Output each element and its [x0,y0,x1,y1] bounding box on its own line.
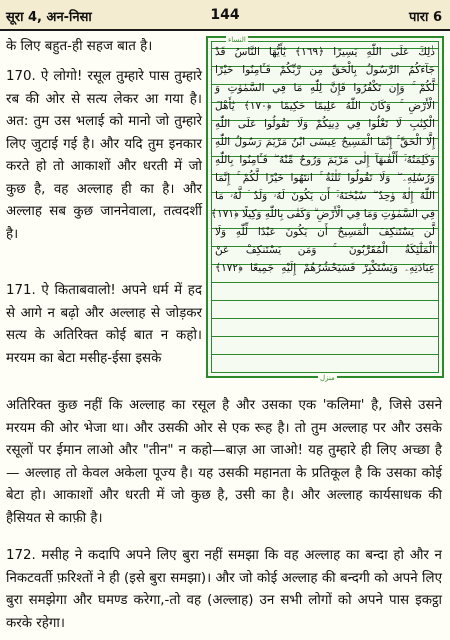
arabic-line: جَآءَكُمُ الرَّسُولُ بِالْحَقِّ مِن رَّبِّكُمْ فَـَٔامِنُوا خَيْرًا [215,64,435,76]
arabic-line: الْأَرْضِ ۚ وَكَانَ اللّٰهُ عَلِيمًا حَكِيمًا ﴿١٧٠﴾ يٰٓأَهْلَ [215,100,435,112]
arabic-line: اللّٰهُ إِلٰهٌ وٰحِدٌ ۖ سُبْحٰنَهُۥٓ أَن يَكُونَ لَهُۥ وَلَدٌ ۘ لَّهُۥ مَا [215,190,435,202]
arabic-line: إِلَّا الْحَقَّ ۚ إِنَّمَا الْمَسِيحُ عِيسَى ابْنُ مَرْيَمَ رَسُولُ اللّٰهِ [215,136,435,148]
arabic-line: ذٰلِكَ عَلَى اللّٰهِ يَسِيرًا ﴿١٦٩﴾ يٰٓأَيُّهَا النَّاسُ قَدْ [215,46,435,58]
arabic-line: الْمَلٰٓئِكَةُ الْمُقَرَّبُونَ ۚ وَمَن يَسْتَنكِفْ عَنْ [215,244,435,256]
page-number: 144 [210,7,240,23]
arabic-line: عِبَادَتِهِۦ وَيَسْتَكْبِرْ فَسَيَحْشُرُهُمْ إِلَيْهِ جَمِيعًا ﴿١٧٢﴾ [215,262,435,274]
verse-171-start: 171. ऐ किताबवालो! अपने धर्म में हद से आगे न बढ़ो और अल्लाह से जोड़कर सत्य के अतिरिक्त कोई बात न कहो। मरयम का बेटा मसीह-ईसा इसके [6,283,202,366]
arabic-line: فِي السَّمٰوٰتِ وَمَا فِي الْأَرْضِ ۗ وَكَفٰى بِاللّٰهِ وَكِيلًا ﴿١٧١﴾ [210,208,435,220]
arabic-line: وَرُسُلِهِۦ ۖ وَلَا تَقُولُوا ثَلٰثَةٌ ۚ انتَهُوا خَيْرًا لَّكُمْ ۚ إِنَّمَا [215,172,435,184]
arabic-line: الْكِتٰبِ لَا تَغْلُوا فِي دِينِكُمْ وَلَا تَقُولُوا عَلَى اللّٰهِ [215,118,435,130]
para-label: पारा 6 [408,10,442,25]
arabic-text-lines [211,41,439,373]
verse-170: 170. ऐ लोगो! रसूल तुम्हारे पास तुम्हारे रब की ओर से सत्य लेकर आ गया है। अत: तुम उस भलाई को मानो जो तुम्हारे लिए जुटाई गई है। और यदि तुम इनकार करते हो तो आकाशों और धरती में जो कुछ है, वह अल्लाह ही का है। और अल्लाह सब कुछ जाननेवाला, तत्वदर्शी है। [6,69,202,242]
verse-172: 172. मसीह ने कदापि अपने लिए बुरा नहीं समझा कि वह अल्लाह का बन्दा हो और न निकटवर्ती फ़रिश्तों ने ही (इसे बुरा समझा)। और जो कोई अल्लाह की बन्दगी को अपने लिए बुरा समझेगा और घमण्ड करेगा,-तो वह (अल्लाह) उन सभी लोगों को अपने पास इकट्ठा करके रहेगा। [6,548,442,631]
verse-171-continued: अतिरिक्त कुछ नहीं कि अल्लाह का रसूल है और उसका एक 'कलिमा' है, जिसे उसने मरयम की ओर भेजा था। और उसकी ओर से एक रूह है। तो तुम अल्लाह पर और उसके रसूलों पर ईमान लाओ और "तीन" न कहो—बाज़ आ जाओ! यह तुम्हारे ही लिए अच्छा है— अल्लाह तो केवल अकेला पूज्य है। यह उसकी महानता के प्रतिकूल है कि उसका कोई बेटा हो। आकाशों और धरती में जो कुछ है, उसी का है। और अल्लाह कार्यसाधक की हैसियत से काफ़ी है। [6,398,442,526]
arabic-line: وَكَلِمَتُهُۥٓ أَلْقٰىهَآ إِلٰى مَرْيَمَ وَرُوحٌ مِّنْهُ ۖ فَـَٔامِنُوا بِاللّٰهِ [215,154,435,166]
manzil-marker: منزل [320,374,335,382]
arabic-line: لَّن يَسْتَنكِفَ الْمَسِيحُ أَن يَكُونَ عَبْدًا لِّلّٰهِ وَلَا [215,226,435,238]
surah-marker: النساء [228,36,246,44]
arabic-text-panel [206,36,444,382]
verse-169-end: के लिए बहुत-ही सहज बात है। [6,39,153,54]
surah-title: सूरा 4, अन-निसा [6,10,92,25]
page-header [0,0,450,31]
arabic-line: لَّكُمْ ۚ وَإِن تَكْفُرُوا فَإِنَّ لِلّٰهِ مَا فِي السَّمٰوٰتِ وَ [215,82,435,94]
